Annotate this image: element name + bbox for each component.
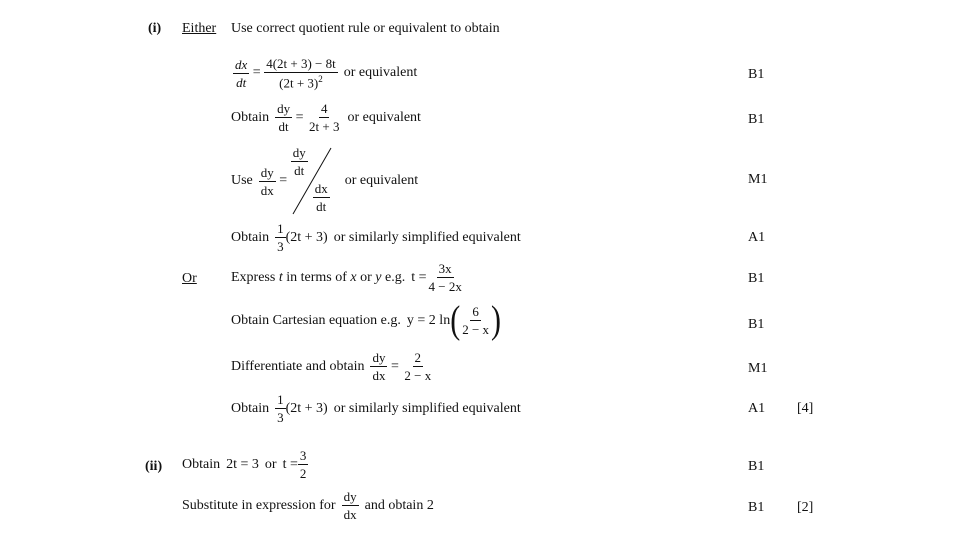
frac-den: 3 xyxy=(277,410,284,425)
equation: y = 2 ln xyxy=(406,312,451,328)
prefix-text: Obtain xyxy=(231,109,270,125)
frac-den: 3 xyxy=(277,239,284,254)
dy-dx-fraction xyxy=(259,166,276,197)
mark-o2: B1 xyxy=(748,317,765,332)
suffix-text: or equivalent xyxy=(347,109,421,125)
equation-1: 2t = 3 xyxy=(226,456,259,472)
bottom-fraction xyxy=(313,182,330,213)
step-chain-rule: Use $\frac{dy}{dx}$ = $\frac{dy}{dt}$ $\frac{dx}{dt}$ or equivalent xyxy=(231,145,419,214)
mark-o1: B1 xyxy=(748,271,765,286)
frac-num: 3x xyxy=(438,261,452,276)
frac-num: 1 xyxy=(277,392,284,407)
dx-dt-fraction xyxy=(233,58,249,89)
step-text: Obtain Cartesian equation e.g. xyxy=(231,312,401,328)
four-over-fraction xyxy=(307,102,341,133)
frac-den: 2 − x xyxy=(404,368,432,383)
mark-s4: A1 xyxy=(748,230,766,245)
frac-den: dt xyxy=(278,119,289,134)
part-ii-label: (ii) xyxy=(145,459,163,474)
frac-num: 4 xyxy=(320,101,328,116)
two-over-fraction xyxy=(402,351,433,382)
frac-num: dy xyxy=(292,145,306,160)
equation-2: t = xyxy=(282,456,298,472)
frac-den: dt xyxy=(316,199,327,214)
suffix-text: or equivalent xyxy=(344,173,419,188)
frac-den: 2 − x xyxy=(462,322,490,337)
equation-lhs: t = xyxy=(411,269,427,285)
step-text: Substitute in expression for xyxy=(182,497,336,513)
frac-num: 4(2t + 3) − 8t xyxy=(266,56,336,71)
frac-num: dx xyxy=(314,181,328,196)
intro-text: Use correct quotient rule or equivalent to obtain xyxy=(231,21,500,36)
slash-fraction xyxy=(291,146,339,216)
mark-s1: B1 xyxy=(748,67,765,82)
frac-num: 1 xyxy=(277,221,284,236)
prefix-text: Use xyxy=(231,173,253,188)
step-ii-obtain xyxy=(182,449,308,480)
frac-num: dy xyxy=(343,489,357,504)
frac-num: 6 xyxy=(472,304,479,319)
frac-den: 2 xyxy=(299,466,307,481)
frac-den: dx xyxy=(372,368,386,383)
step-differentiate: Differentiate and obtain $\frac{dy}{dx}$ = $\frac{2}{2 - x}$ xyxy=(231,350,432,383)
suffix-text: or similarly simplified equivalent xyxy=(333,229,521,245)
expression: (2t + 3) xyxy=(285,400,328,416)
either-label: Either xyxy=(182,21,217,36)
frac-den: dt xyxy=(294,163,305,178)
frac-num: dx xyxy=(235,56,248,72)
step-express-t: Express t in terms of x or y e.g. t = $\frac{3x}{4 - 2x}$ xyxy=(231,261,462,294)
dy-dt-fraction xyxy=(275,102,292,133)
frac-den: dt xyxy=(236,74,247,90)
frac-num: 2 xyxy=(414,350,422,365)
frac-num: dy xyxy=(260,164,274,180)
dy-dx-fraction xyxy=(342,490,359,521)
mark-o3: M1 xyxy=(748,361,768,376)
mark-ii-2: B1 xyxy=(748,500,765,515)
mark-ii-1: B1 xyxy=(748,459,765,474)
ln-fraction xyxy=(460,305,491,336)
frac-den: 2t + 3 xyxy=(309,119,340,134)
step-dy-dt: Obtain $\frac{dy}{dt}$ = $\frac{4}{2t + 3}$ or equivalent xyxy=(231,101,421,134)
frac-den: dx xyxy=(343,507,357,522)
mark-s3: M1 xyxy=(748,172,768,187)
frac-den: dx xyxy=(260,182,274,198)
suffix-text: or equivalent xyxy=(343,65,418,81)
frac-num: 3 xyxy=(299,448,307,463)
total-marks-ii: [2] xyxy=(797,500,814,515)
or-label: Or xyxy=(182,271,197,286)
step-quotient: $\frac{dx}{dt}$ = $\frac{4(2t + 3) - 8t}{(2t + 3)^2}$ or equivalent xyxy=(235,56,418,91)
mark-o4: A1 xyxy=(748,401,766,416)
dy-dx-fraction xyxy=(370,351,387,382)
expression: (2t + 3) xyxy=(285,229,328,245)
suffix-text: or similarly simplified equivalent xyxy=(333,400,521,416)
step-text: Differentiate and obtain xyxy=(231,358,365,374)
frac-num: dy xyxy=(372,350,386,365)
prefix-text: Obtain xyxy=(182,456,221,472)
step-cartesian: Obtain Cartesian equation e.g. y = 2 ln ( $\frac{6}{2 - x}$ ) xyxy=(231,298,502,342)
step-ii-substitute xyxy=(182,490,434,521)
suffix-text: and obtain 2 xyxy=(364,497,434,513)
frac-den: 4 − 2x xyxy=(428,279,462,294)
three-halves-fraction xyxy=(298,449,309,480)
t-fraction xyxy=(427,262,464,293)
or-text: or xyxy=(264,456,277,472)
one-third-fraction xyxy=(275,222,286,253)
prefix-text: Obtain xyxy=(231,400,270,416)
frac-den: $(2t + 3)^2$ xyxy=(279,74,323,91)
quotient-fraction xyxy=(264,57,338,89)
frac-num: dy xyxy=(277,101,291,116)
one-third-fraction xyxy=(275,393,286,424)
part-i-label: (i) xyxy=(148,21,162,36)
step-or-result xyxy=(231,393,521,424)
total-marks-i: [4] xyxy=(797,401,814,416)
mark-s2: B1 xyxy=(748,112,765,127)
prefix-text: Obtain xyxy=(231,229,270,245)
step-result xyxy=(231,222,521,253)
